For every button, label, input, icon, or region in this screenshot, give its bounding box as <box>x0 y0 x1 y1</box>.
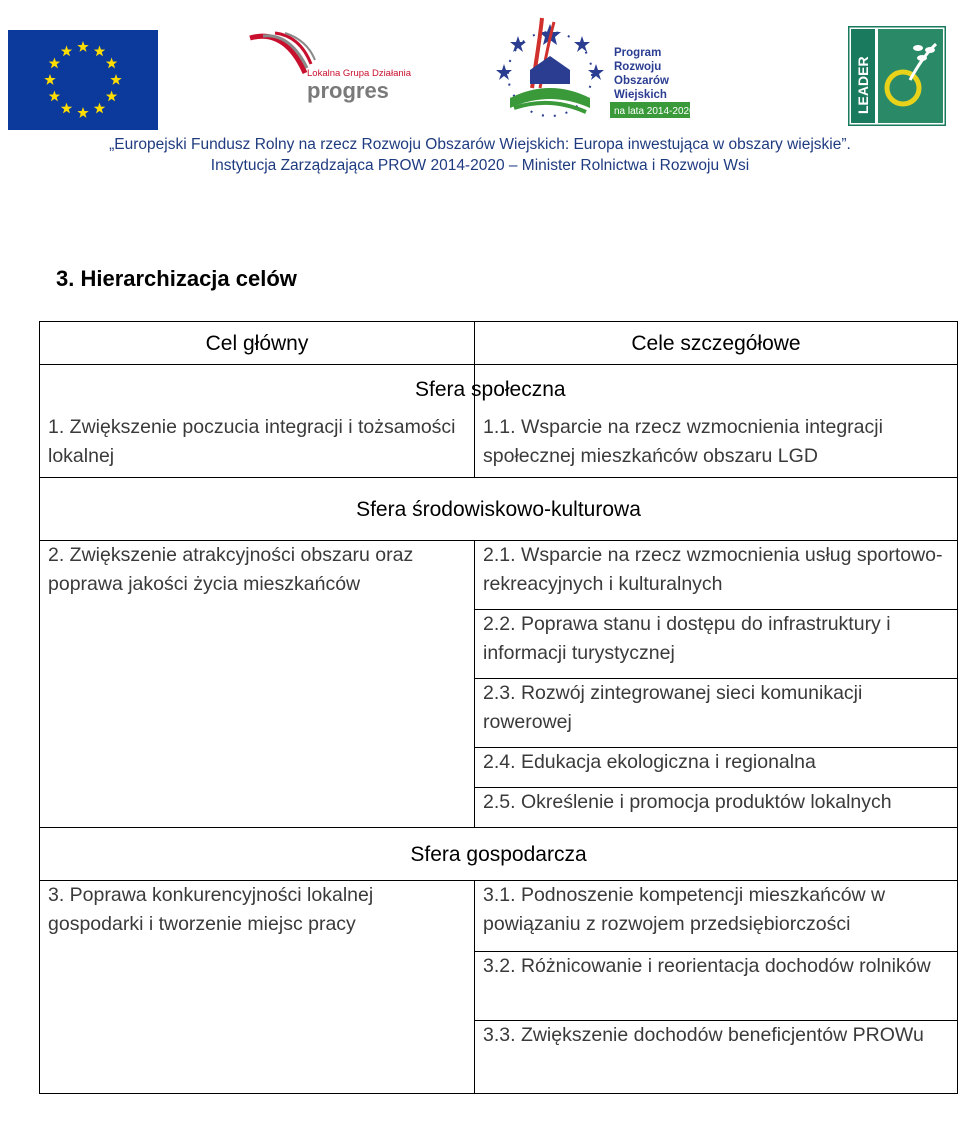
prow-logo-years: na lata 2014-2020 <box>614 106 690 117</box>
prow-logo-line4: Wiejskich <box>614 89 667 101</box>
specific-goal-2-2: 2.2. Poprawa stanu i dostępu do infrastruktury i informacji turystycznej <box>475 610 958 679</box>
sphere-economic-label: Sfera gospodarcza <box>40 828 958 881</box>
col-header-main-goal: Cel główny <box>40 322 475 365</box>
sphere-row <box>40 828 958 881</box>
specific-goal-3-1: 3.1. Podnoszenie kompetencji mieszkańców w powiązaniu z rozwojem przedsiębiorczości <box>475 881 958 952</box>
specific-goal-2-1: 2.1. Wsparcie na rzecz wzmocnienia usług sportowo-rekreacyjnych i kulturalnych <box>475 541 958 610</box>
lgd-logo-name: progres <box>307 78 389 103</box>
prow-logo-line3: Obszarów <box>614 75 669 87</box>
leader-logo-text: LEADER <box>855 56 871 114</box>
main-goal-1: 1. Zwiększenie poczucia integracji i tożsamości lokalnej <box>40 413 475 478</box>
main-goal-2: 2. Zwiększenie atrakcyjności obszaru oraz poprawa jakości życia mieszkańców <box>40 541 475 828</box>
specific-goal-2-3: 2.3. Rozwój zintegrowanej sieci komunikacji rowerowej <box>475 679 958 748</box>
section-title: 3. Hierarchizacja celów <box>56 266 297 291</box>
specific-goal-3-2: 3.2. Różnicowanie i reorientacja dochodów rolników <box>475 952 958 1021</box>
lgd-progres-logo <box>245 28 415 108</box>
leader-logo <box>848 26 946 126</box>
sphere-row <box>40 478 958 541</box>
specific-goal-2-4: 2.4. Edukacja ekologiczna i regionalna <box>475 748 958 788</box>
specific-goal-2-5: 2.5. Określenie i promocja produktów lokalnych <box>475 788 958 828</box>
goals-hierarchy-table <box>39 321 958 1094</box>
table-row <box>40 413 958 478</box>
sphere-social-label: Sfera społeczna <box>415 377 566 401</box>
table-row <box>40 541 958 610</box>
eu-flag-logo <box>8 30 158 130</box>
header-authority-line: Instytucja Zarządzająca PROW 2014-2020 – Minister Rolnictwa i Rozwoju Wsi <box>210 157 750 174</box>
table-row <box>40 881 958 952</box>
main-goal-3: 3. Poprawa konkurencyjności lokalnej gospodarki i tworzenie miejsc pracy <box>40 881 475 1094</box>
col-header-specific-goals: Cele szczegółowe <box>475 322 958 365</box>
sphere-environment-label: Sfera środowiskowo-kulturowa <box>40 478 958 541</box>
prow-logo-line1: Program <box>614 47 662 59</box>
prow-logo-line2: Rozwoju <box>614 61 662 73</box>
sphere-spacer <box>40 365 475 414</box>
lgd-logo-subtitle: Lokalna Grupa Działania <box>307 68 412 79</box>
specific-goal-1-1: 1.1. Wsparcie na rzecz wzmocnienia integracji społecznej mieszkańców obszaru LGD <box>475 413 958 478</box>
specific-goal-3-3: 3.3. Zwiększenie dochodów beneficjentów PROWu <box>475 1021 958 1094</box>
header-fund-line: „Europejski Fundusz Rolny na rzecz Rozwoju Obszarów Wiejskich: Europa inwestująca w obszary wiejskie”. <box>109 136 851 153</box>
table-header-row <box>40 322 958 365</box>
prow-logo <box>490 8 690 126</box>
sphere-row <box>40 365 958 414</box>
